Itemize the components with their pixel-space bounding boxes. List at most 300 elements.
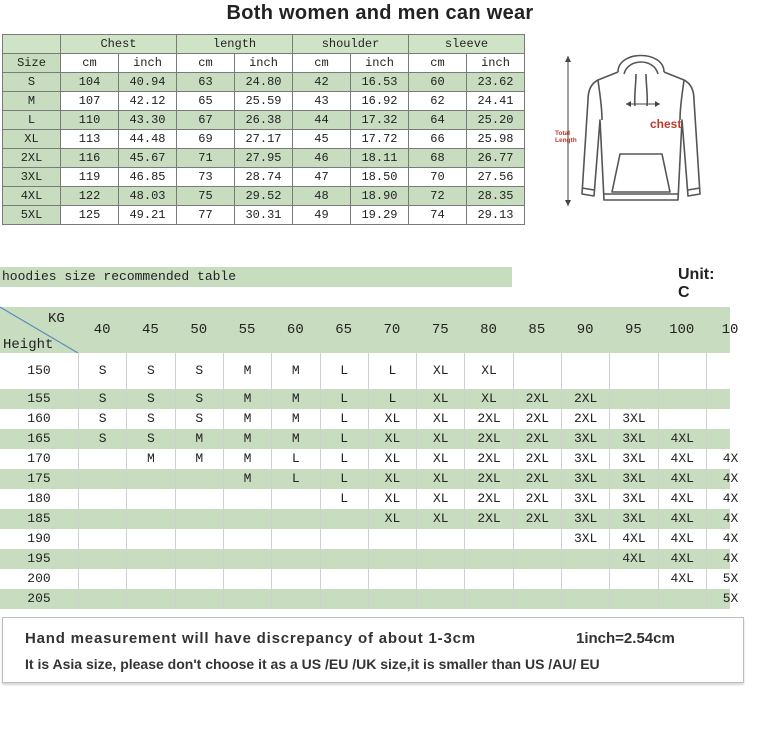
recommend-row xyxy=(0,429,730,449)
size-recommendation-cell xyxy=(126,489,174,509)
size-recommendation-cell: 3XL xyxy=(609,409,657,429)
size-recommendation-cell: M xyxy=(223,409,271,429)
size-recommendation-cell: 3XL xyxy=(609,489,657,509)
group-sleeve: sleeve xyxy=(409,35,525,54)
size-recommendation-cell xyxy=(175,469,223,489)
size-recommendation-cell: 2XL xyxy=(513,469,561,489)
size-recommendation-cell xyxy=(416,589,464,609)
height-cell: 165 xyxy=(27,431,51,446)
size-recommendation-cell: 3XL xyxy=(609,469,657,489)
unit-label: Unit: C xyxy=(678,266,715,301)
measure-cell: 70 xyxy=(409,168,467,187)
measure-cell: 64 xyxy=(409,111,467,130)
height-cell: 155 xyxy=(27,391,51,406)
kg-column-header: 80 xyxy=(480,322,497,338)
measure-cell: 26.38 xyxy=(235,111,293,130)
size-recommendation-cell: L xyxy=(271,449,319,469)
size-recommendation-cell: 3XL xyxy=(609,449,657,469)
measure-cell: 40.94 xyxy=(119,73,177,92)
size-label: Size xyxy=(3,54,61,73)
height-cell: 175 xyxy=(27,471,51,486)
size-recommendation-cell: XL xyxy=(416,469,464,489)
size-recommendation-cell: L xyxy=(320,489,368,509)
size-recommendation-cell: S xyxy=(126,389,174,409)
measure-cell: 125 xyxy=(61,206,119,225)
height-label: Height xyxy=(3,337,54,353)
size-recommendation-cell: 4XL xyxy=(658,449,706,469)
size-recommendation-cell: 4X xyxy=(706,509,754,529)
size-recommendation-cell: XL xyxy=(368,489,416,509)
unit-cell: cm xyxy=(177,54,235,73)
height-cell: 150 xyxy=(27,363,51,378)
size-cell: 2XL xyxy=(3,149,61,168)
size-recommendation-cell: XL xyxy=(368,429,416,449)
measure-cell: 43 xyxy=(293,92,351,111)
size-recommendation-cell xyxy=(609,569,657,589)
size-recommendation-cell: L xyxy=(320,353,368,389)
size-recommendation-cell xyxy=(271,509,319,529)
measure-cell: 104 xyxy=(61,73,119,92)
size-recommendation-cell xyxy=(126,529,174,549)
size-recommendation-cell xyxy=(78,509,126,529)
size-recommendation-cell xyxy=(561,353,609,389)
size-recommendation-cell xyxy=(223,509,271,529)
size-row xyxy=(3,149,525,168)
size-recommendation-cell: 2XL xyxy=(464,509,512,529)
size-recommendation-cell xyxy=(78,589,126,609)
size-row xyxy=(3,73,525,92)
size-recommendation-cell: 4XL xyxy=(609,529,657,549)
size-recommendation-cell: 2XL xyxy=(513,509,561,529)
size-recommendation-cell xyxy=(78,469,126,489)
size-row xyxy=(3,168,525,187)
measure-cell: 27.17 xyxy=(235,130,293,149)
size-recommendation-cell: 5X xyxy=(706,589,754,609)
size-recommendation-cell xyxy=(175,549,223,569)
measure-cell: 66 xyxy=(409,130,467,149)
size-cell: 3XL xyxy=(3,168,61,187)
size-cell: S xyxy=(3,73,61,92)
size-recommendation-cell xyxy=(78,489,126,509)
kg-column-header: 40 xyxy=(93,322,111,338)
discrepancy-note: Hand measurement will have discrepancy of about 1-3cm xyxy=(25,630,476,647)
height-cell: 195 xyxy=(27,551,51,566)
recommend-row xyxy=(0,529,739,549)
size-recommendation-cell: M xyxy=(223,449,271,469)
size-recommendation-cell: 2XL xyxy=(464,409,512,429)
size-recommendation-cell xyxy=(175,589,223,609)
size-recommendation-cell xyxy=(609,389,657,409)
size-recommendation-cell: L xyxy=(271,469,319,489)
size-recommendation-cell: S xyxy=(78,409,126,429)
height-cell: 160 xyxy=(27,411,51,426)
measure-cell: 75 xyxy=(177,187,235,206)
size-recommendation-cell: L xyxy=(320,469,368,489)
measure-cell: 25.98 xyxy=(467,130,525,149)
size-recommendation-cell: M xyxy=(223,389,271,409)
recommend-row xyxy=(0,353,730,389)
size-recommendation-cell: XL xyxy=(368,449,416,469)
kg-column-header: 75 xyxy=(431,322,449,338)
size-recommendation-cell xyxy=(175,489,223,509)
size-recommendation-cell: 4XL xyxy=(658,469,706,489)
size-recommendation-cell: 3XL xyxy=(561,429,609,449)
size-recommendation-cell: L xyxy=(368,389,416,409)
size-recommendation-cell xyxy=(126,509,174,529)
size-recommendation-cell xyxy=(464,529,512,549)
size-recommendation-cell: S xyxy=(78,389,126,409)
size-recommendation-cell xyxy=(513,353,561,389)
size-recommendation-cell: M xyxy=(223,353,271,389)
measure-cell: 72 xyxy=(409,187,467,206)
size-cell: XL xyxy=(3,130,61,149)
size-recommendation-cell xyxy=(609,353,657,389)
size-recommendation-cell: 2XL xyxy=(513,389,561,409)
recommend-row xyxy=(0,589,739,609)
size-recommendation-cell xyxy=(658,589,706,609)
size-recommendation-cell xyxy=(368,569,416,589)
size-recommendation-cell: 3XL xyxy=(561,469,609,489)
group-chest: Chest xyxy=(61,35,177,54)
size-recommendation-cell: 3XL xyxy=(561,489,609,509)
measure-cell: 26.77 xyxy=(467,149,525,168)
kg-column-header: 65 xyxy=(335,322,353,338)
size-recommendation-cell: M xyxy=(271,409,319,429)
size-cell: M xyxy=(3,92,61,111)
size-recommendation-cell xyxy=(223,489,271,509)
size-recommendation-cell: L xyxy=(320,389,368,409)
kg-column-header: 90 xyxy=(576,322,594,338)
size-recommendation-cell xyxy=(416,549,464,569)
measure-cell: 44 xyxy=(293,111,351,130)
measure-cell: 68 xyxy=(409,149,467,168)
size-row xyxy=(3,187,525,206)
measure-cell: 16.92 xyxy=(351,92,409,111)
kg-column-header: 45 xyxy=(142,322,159,338)
size-recommendation-cell xyxy=(320,569,368,589)
size-recommendation-cell xyxy=(609,589,657,609)
size-recommendation-cell xyxy=(706,353,754,389)
size-recommendation-cell: M xyxy=(126,449,174,469)
size-recommendation-cell xyxy=(464,549,512,569)
measure-cell: 28.74 xyxy=(235,168,293,187)
group-length: length xyxy=(177,35,293,54)
size-recommendation-cell: M xyxy=(175,449,223,469)
measure-cell: 45.67 xyxy=(119,149,177,168)
measure-cell: 113 xyxy=(61,130,119,149)
recommend-row xyxy=(0,449,739,469)
size-recommendation-cell: 4XL xyxy=(658,429,706,449)
size-recommendation-cell: XL xyxy=(416,489,464,509)
size-recommendation-cell: M xyxy=(175,429,223,449)
height-cell: 200 xyxy=(27,571,51,586)
size-recommendation-cell xyxy=(561,569,609,589)
size-recommendation-cell: S xyxy=(126,409,174,429)
recommend-row xyxy=(0,489,739,509)
size-recommendation-cell xyxy=(368,549,416,569)
kg-column-header: 85 xyxy=(528,322,546,338)
measure-cell: 25.20 xyxy=(467,111,525,130)
size-recommendation-cell: 5X xyxy=(706,569,754,589)
size-recommendation-cell xyxy=(464,589,512,609)
size-row xyxy=(3,130,525,149)
size-recommendation-cell: 4XL xyxy=(658,489,706,509)
measure-cell: 27.95 xyxy=(235,149,293,168)
size-recommendation-cell xyxy=(175,529,223,549)
size-recommendation-cell xyxy=(368,529,416,549)
measure-cell: 25.59 xyxy=(235,92,293,111)
size-recommendation-cell: S xyxy=(78,429,126,449)
size-recommendation-cell: 2XL xyxy=(513,489,561,509)
size-recommendation-cell: XL xyxy=(416,449,464,469)
measure-cell: 44.48 xyxy=(119,130,177,149)
size-recommendation-cell xyxy=(416,529,464,549)
height-cell: 205 xyxy=(27,591,51,606)
size-recommendation-cell xyxy=(464,569,512,589)
size-recommendation-cell: L xyxy=(320,409,368,429)
size-recommendation-cell xyxy=(320,549,368,569)
size-recommendation-cell xyxy=(513,569,561,589)
size-recommendation-cell: XL xyxy=(368,409,416,429)
size-recommendation-cell: 4XL xyxy=(658,509,706,529)
size-recommendation-cell: 2XL xyxy=(513,409,561,429)
size-recommendation-cell: M xyxy=(271,353,319,389)
size-recommendation-cell xyxy=(320,529,368,549)
size-recommendation-cell: 2XL xyxy=(561,409,609,429)
size-recommendation-cell: 4X xyxy=(706,529,754,549)
kg-column-header: 50 xyxy=(190,322,208,338)
measure-cell: 65 xyxy=(177,92,235,111)
size-recommendation-cell: 4XL xyxy=(658,529,706,549)
notes-box xyxy=(2,617,744,683)
size-recommendation-cell: 4X xyxy=(706,549,754,569)
size-recommendation-cell: 2XL xyxy=(464,429,512,449)
unit-cell: inch xyxy=(235,54,293,73)
size-recommendation-cell: L xyxy=(368,353,416,389)
size-recommendation-cell: M xyxy=(271,429,319,449)
kg-column-header: 95 xyxy=(625,322,642,338)
size-recommendation-cell: XL xyxy=(416,389,464,409)
measure-cell: 67 xyxy=(177,111,235,130)
recommend-row xyxy=(0,469,739,489)
size-table-unit-header xyxy=(3,54,525,73)
size-recommendation-cell xyxy=(126,569,174,589)
size-recommendation-cell: 4X xyxy=(706,489,754,509)
group-shoulder: shoulder xyxy=(293,35,409,54)
measure-cell: 71 xyxy=(177,149,235,168)
size-cell: L xyxy=(3,111,61,130)
unit-cell: cm xyxy=(293,54,351,73)
measure-cell: 17.72 xyxy=(351,130,409,149)
measure-cell: 17.32 xyxy=(351,111,409,130)
measure-cell: 49.21 xyxy=(119,206,177,225)
measure-cell: 24.41 xyxy=(467,92,525,111)
size-recommendation-cell: 3XL xyxy=(561,529,609,549)
size-recommendation-cell xyxy=(561,549,609,569)
measure-cell: 77 xyxy=(177,206,235,225)
size-recommendation-cell xyxy=(271,529,319,549)
size-recommendation-cell xyxy=(78,449,126,469)
size-recommendation-cell: 2XL xyxy=(464,469,512,489)
measure-cell: 119 xyxy=(61,168,119,187)
size-recommendation-cell xyxy=(706,429,754,449)
size-recommendation-cell: S xyxy=(175,389,223,409)
inch-conversion-note: 1inch=2.54cm xyxy=(576,630,675,647)
size-recommendation-cell: XL xyxy=(464,389,512,409)
measure-cell: 30.31 xyxy=(235,206,293,225)
size-recommendation-cell xyxy=(271,589,319,609)
kg-column-header: 10 xyxy=(721,322,739,338)
size-recommendation-cell: S xyxy=(175,353,223,389)
measure-cell: 28.35 xyxy=(467,187,525,206)
measure-cell: 107 xyxy=(61,92,119,111)
measure-cell: 23.62 xyxy=(467,73,525,92)
measure-cell: 116 xyxy=(61,149,119,168)
measure-cell: 42 xyxy=(293,73,351,92)
size-recommendation-cell: XL xyxy=(416,429,464,449)
measure-cell: 110 xyxy=(61,111,119,130)
height-cell: 190 xyxy=(27,531,51,546)
size-recommendation-cell xyxy=(271,569,319,589)
size-recommendation-cell: 4XL xyxy=(609,549,657,569)
size-recommendation-cell xyxy=(223,549,271,569)
size-recommendation-cell: M xyxy=(223,469,271,489)
measure-cell: 63 xyxy=(177,73,235,92)
size-recommendation-cell xyxy=(658,389,706,409)
measure-cell: 24.80 xyxy=(235,73,293,92)
size-row xyxy=(3,111,525,130)
size-recommendation-cell xyxy=(78,549,126,569)
recommend-row xyxy=(0,409,730,429)
size-recommendation-cell: 2XL xyxy=(513,449,561,469)
measure-cell: 73 xyxy=(177,168,235,187)
size-recommendation-cell: 3XL xyxy=(561,449,609,469)
measure-cell: 62 xyxy=(409,92,467,111)
unit-cell: inch xyxy=(351,54,409,73)
measure-cell: 49 xyxy=(293,206,351,225)
size-recommendation-cell: XL xyxy=(416,509,464,529)
size-recommendation-cell xyxy=(368,589,416,609)
size-recommendation-cell: S xyxy=(78,353,126,389)
size-row xyxy=(3,206,525,225)
size-recommendation-cell xyxy=(223,589,271,609)
size-recommendation-cell: XL xyxy=(368,509,416,529)
size-recommendation-cell: 2XL xyxy=(464,449,512,469)
kg-column-header: 70 xyxy=(383,322,401,338)
recommend-header-row xyxy=(0,307,739,353)
measure-cell: 60 xyxy=(409,73,467,92)
size-recommendation-cell: 3XL xyxy=(561,509,609,529)
header-blank xyxy=(3,35,61,54)
size-recommendation-cell xyxy=(126,589,174,609)
recommend-row xyxy=(0,509,739,529)
measure-cell: 42.12 xyxy=(119,92,177,111)
kg-column-header: 55 xyxy=(238,322,256,338)
measure-cell: 19.29 xyxy=(351,206,409,225)
size-recommendation-cell xyxy=(658,353,706,389)
measure-cell: 74 xyxy=(409,206,467,225)
measure-cell: 46 xyxy=(293,149,351,168)
size-recommendation-cell xyxy=(706,389,754,409)
recommend-row xyxy=(0,389,730,409)
size-recommendation-cell xyxy=(126,549,174,569)
size-recommendation-cell: 2XL xyxy=(464,489,512,509)
measure-cell: 47 xyxy=(293,168,351,187)
measure-cell: 18.50 xyxy=(351,168,409,187)
size-recommendation-cell xyxy=(513,589,561,609)
size-row xyxy=(3,92,525,111)
size-recommendation-cell xyxy=(126,469,174,489)
measure-cell: 29.52 xyxy=(235,187,293,206)
height-cell: 180 xyxy=(27,491,51,506)
size-recommendation-cell xyxy=(513,529,561,549)
kg-column-header: 60 xyxy=(286,322,304,338)
measure-cell: 48 xyxy=(293,187,351,206)
measure-cell: 43.30 xyxy=(119,111,177,130)
size-table-group-header xyxy=(3,35,525,54)
size-recommendation-cell: 4XL xyxy=(658,569,706,589)
measure-cell: 69 xyxy=(177,130,235,149)
size-recommendation-cell: M xyxy=(223,429,271,449)
size-recommendation-cell: XL xyxy=(416,409,464,429)
size-recommendation-cell xyxy=(78,529,126,549)
size-recommendation-cell xyxy=(175,569,223,589)
chest-label: chest xyxy=(650,117,682,131)
size-recommendation-cell xyxy=(706,409,754,429)
recommend-row xyxy=(0,549,739,569)
size-recommendation-cell: 3XL xyxy=(609,509,657,529)
measure-cell: 46.85 xyxy=(119,168,177,187)
measure-cell: 16.53 xyxy=(351,73,409,92)
unit-cell: cm xyxy=(61,54,119,73)
size-recommendation-cell xyxy=(271,549,319,569)
size-recommendation-cell xyxy=(513,549,561,569)
measure-cell: 45 xyxy=(293,130,351,149)
unit-cell: inch xyxy=(119,54,177,73)
size-recommendation-cell: XL xyxy=(368,469,416,489)
size-recommendation-cell: L xyxy=(320,449,368,469)
measure-cell: 29.13 xyxy=(467,206,525,225)
size-cell: 5XL xyxy=(3,206,61,225)
size-cell: 4XL xyxy=(3,187,61,206)
size-recommendation-cell: 3XL xyxy=(609,429,657,449)
size-recommendation-cell: 4X xyxy=(706,469,754,489)
size-recommendation-cell xyxy=(271,489,319,509)
total-length-label: Total Length xyxy=(555,130,577,144)
measure-cell: 18.11 xyxy=(351,149,409,168)
height-cell: 170 xyxy=(27,451,51,466)
size-recommendation-cell: M xyxy=(271,389,319,409)
size-recommendation-cell xyxy=(223,569,271,589)
size-recommendation-cell: XL xyxy=(416,353,464,389)
size-recommendation-cell: 2XL xyxy=(513,429,561,449)
size-recommendation-cell xyxy=(320,589,368,609)
size-recommendation-cell xyxy=(416,569,464,589)
recommend-banner: hoodies size recommended table xyxy=(0,267,512,287)
size-recommendation-cell: 4X xyxy=(706,449,754,469)
size-recommendation-cell: 2XL xyxy=(561,389,609,409)
measure-cell: 122 xyxy=(61,187,119,206)
size-recommendation-cell xyxy=(223,529,271,549)
size-recommendation-cell xyxy=(561,589,609,609)
unit-cell: cm xyxy=(409,54,467,73)
unit-cell: inch xyxy=(467,54,525,73)
size-recommendation-cell: 4XL xyxy=(658,549,706,569)
kg-column-header: 100 xyxy=(669,322,695,338)
measure-cell: 27.56 xyxy=(467,168,525,187)
size-recommendation-cell xyxy=(78,569,126,589)
size-recommendation-cell xyxy=(175,509,223,529)
